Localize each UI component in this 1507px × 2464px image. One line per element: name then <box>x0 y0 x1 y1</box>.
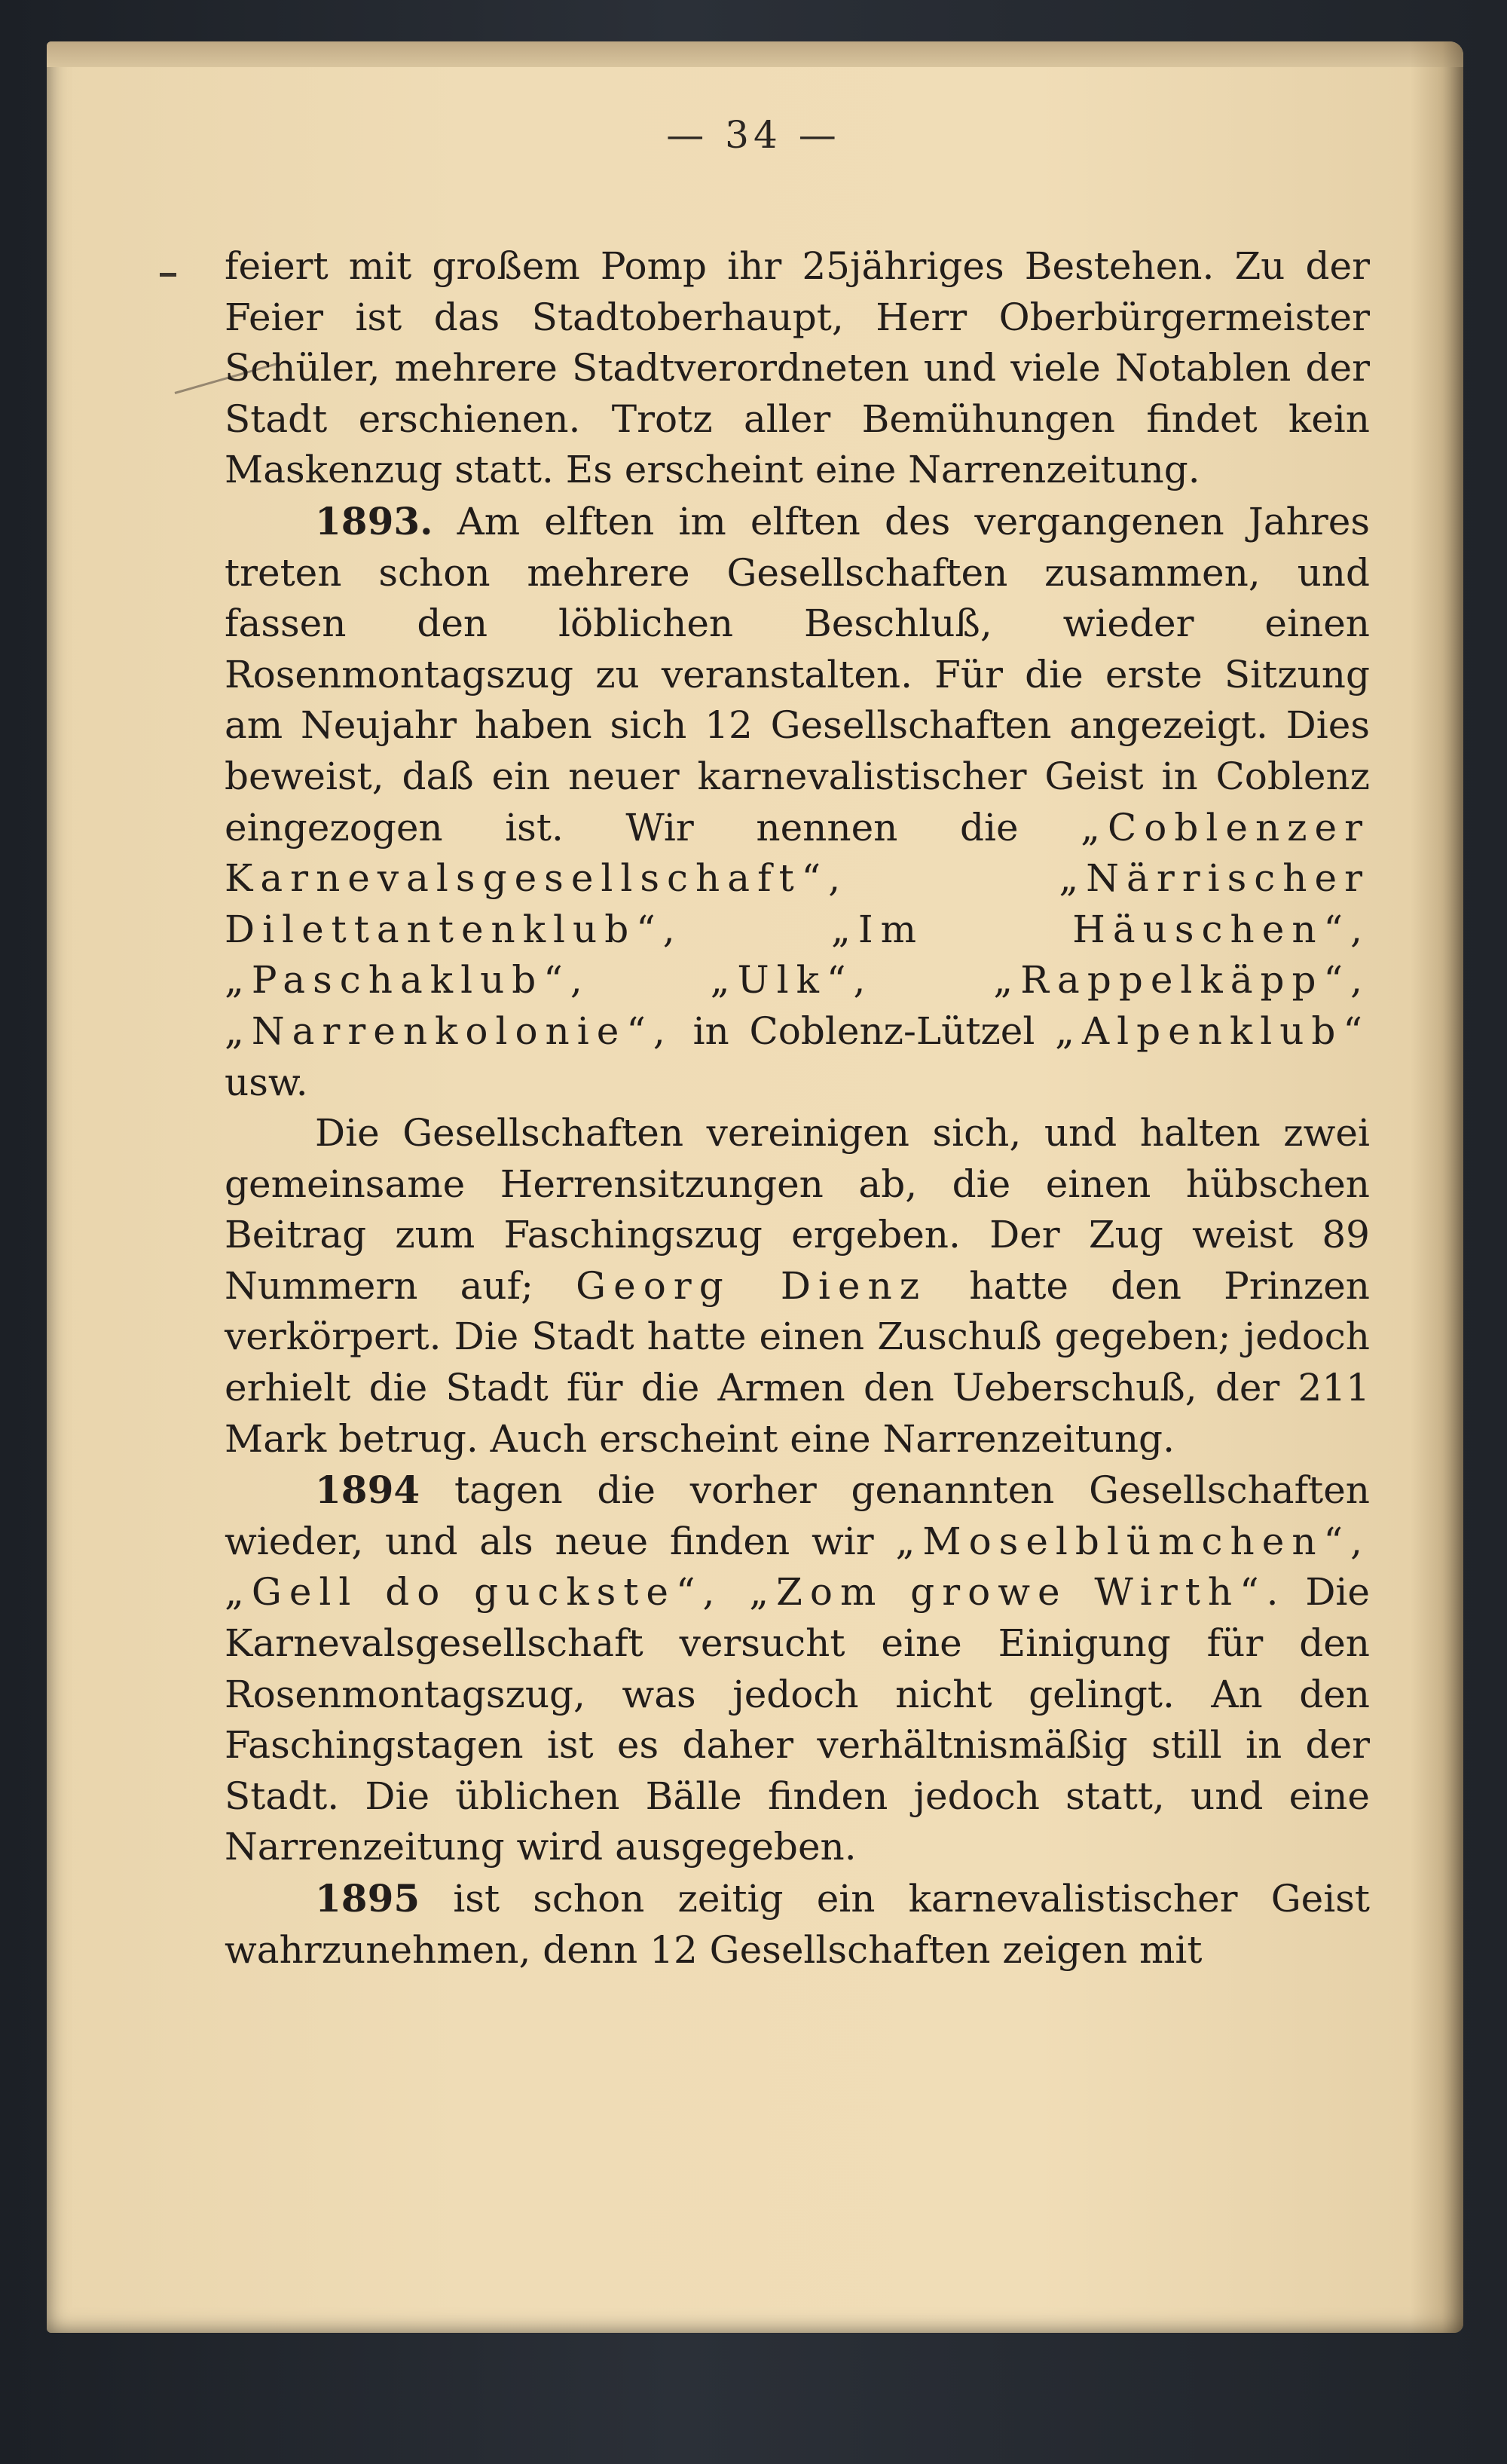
year-heading: 1895 <box>315 1876 420 1921</box>
year-heading: 1893. <box>315 498 433 543</box>
text-run: tagen die vorher genannten Gesellschaften wieder, und als neue finden wir <box>225 1468 1370 1563</box>
page-fore-edge <box>1411 41 1463 2333</box>
text-run: hatte den Prinzen verkörpert. Die Stadt hatte einen Zuschuß gegeben; jedoch erhielt die Stadt für die Armen den Ueberschuß, der 211 Mark betrug. Auch erscheint eine Narrenzeitung. <box>225 1263 1371 1461</box>
year-heading: 1894 <box>315 1468 420 1513</box>
paragraph <box>225 496 1370 1108</box>
paragraph <box>225 1873 1370 1976</box>
text-run: in Coblenz-Lützel <box>672 1009 1056 1053</box>
text-run: Die Gesellschaften vereinigen sich, und halten zwei gemeinsame Herrensitzungen ab, die einen hübschen Beitrag zum Faschingszug ergeben. Der Zug weist 89 Nummern auf; <box>225 1111 1370 1308</box>
spaced-name: „Moselblümchen“, „Gell do guckste“, „Zom growe Wirth“. <box>225 1519 1370 1615</box>
paragraph <box>225 1465 1370 1873</box>
paragraph <box>225 1108 1370 1465</box>
paragraph <box>225 241 1370 496</box>
spaced-name: „Coblenzer Karnevalsgesellschaft“, „Närrischer Dilettantenklub“, „Im Häuschen“, „Paschaklub“, „Ulk“, „Rappelkäpp“, „Narrenkolonie“, <box>225 805 1370 1053</box>
page-top-edge <box>47 41 1463 67</box>
text-run: feiert mit großem Pomp ihr 25jähriges Bestehen. Zu der Feier ist das Stadtoberhaupt, Herr Oberbürgermeister Schüler, mehrere Stadtverordneten und viele Notablen der Stadt erschienen. Trotz aller Bemühungen findet kein Maskenzug statt. Es erscheint eine Narrenzeitung. <box>225 244 1370 492</box>
body-text <box>225 241 1370 1976</box>
margin-dash-mark <box>160 273 176 277</box>
spaced-name: Georg Dienz <box>576 1263 928 1308</box>
text-run: Am elften im elften des vergangenen Jahres treten schon mehrere Gesellschaften zusammen, und fassen den löblichen Beschluß, wieder einen Rosenmontagszug zu veranstalten. Für die erste Sitzung am Neujahr haben sich 12 Gesellschaften angezeigt. Dies beweist, daß ein neuer karnevalistischer Geist in Coblenz eingezogen ist. Wir nennen die <box>225 499 1370 849</box>
page-number: — 34 — <box>666 113 841 157</box>
text-run: Die Karnevalsgesellschaft versucht eine Einigung für den Rosenmontagszug, was jedoch nicht gelingt. An den Faschingstagen ist es daher verhältnismäßig still in der Stadt. Die üblichen Bälle finden jedoch statt, und eine Narrenzeitung wird ausgegeben. <box>225 1570 1371 1869</box>
text-run: usw. <box>225 1060 308 1104</box>
spaced-name: „Alpenklub“ <box>1055 1009 1370 1053</box>
text-run: ist schon zeitig ein karnevalistischer Geist wahrzunehmen, denn 12 Gesellschaften zeigen mit <box>225 1877 1370 1972</box>
